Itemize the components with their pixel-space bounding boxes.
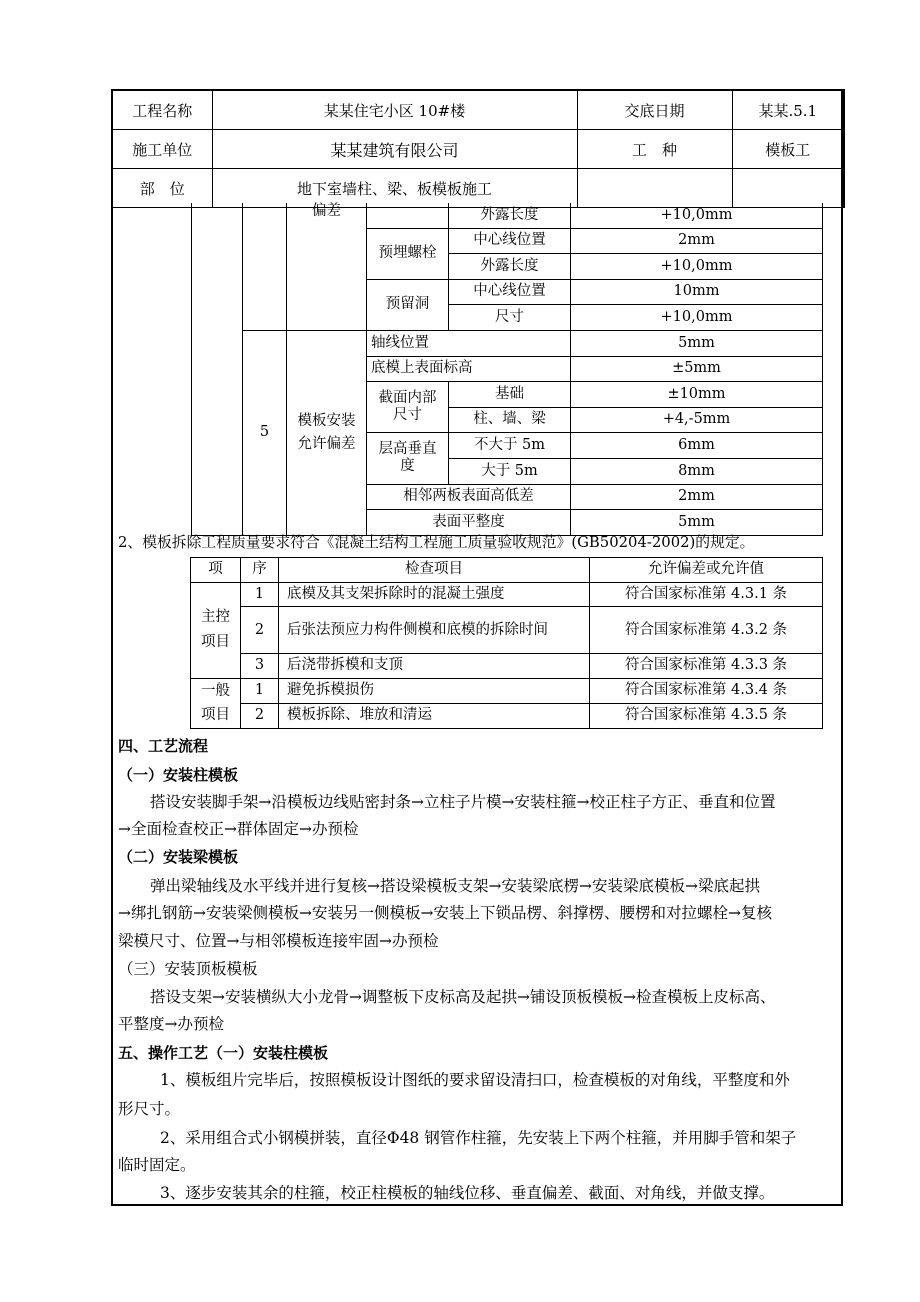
- empty-cell: [367, 203, 449, 228]
- tolerance-value: 10mm: [571, 279, 823, 305]
- table-row: [191, 607, 823, 654]
- foundation-label: 基础: [449, 382, 571, 408]
- trade-label: 工 种: [577, 130, 732, 169]
- empty-cell: [243, 203, 287, 330]
- p3-line1: 3、逐步安装其余的柱箍，校正柱模板的轴线位移、垂直偏差、截面、对角线，并做支撑。: [160, 1184, 775, 1202]
- col-header: 项: [191, 558, 241, 583]
- le5-label: 不大于 5m: [449, 433, 571, 459]
- col-header: 允许偏差或允许值: [590, 558, 823, 583]
- table-row: [191, 703, 823, 728]
- p2-line1: 2、采用组合式小钢模拼装，直径Φ48 钢管作柱箍，先安装上下两个柱箍，并用脚手管和架子: [160, 1129, 797, 1147]
- header-row: [112, 90, 844, 130]
- sub2-line2: →绑扎钢筋→安装梁侧模板→安装另一侧模板→安装上下锁品楞、斜撑楞、腰楞和对拉螺栓→复核: [118, 904, 772, 922]
- check-value: 符合国家标准第 4.3.2 条: [590, 607, 823, 654]
- check-value: 符合国家标准第 4.3.5 条: [590, 703, 823, 728]
- tolerance-value: ±5mm: [571, 356, 823, 382]
- check-header-row: [191, 558, 823, 583]
- tolerance-value: 2mm: [571, 484, 823, 510]
- check-item: 后浇带拆模和支顶: [279, 654, 590, 679]
- check-value: 符合国家标准第 4.3.3 条: [590, 654, 823, 679]
- exposed-length: 外露长度: [449, 254, 571, 280]
- deviation-label: 偏差: [312, 203, 341, 219]
- sub2-line3: 梁模尺寸、位置→与相邻模板连接牢固→办预检: [118, 932, 439, 950]
- project-label: 工程名称: [112, 90, 212, 130]
- tolerance-value: 6mm: [571, 433, 823, 459]
- tolerance-value: 5mm: [571, 510, 823, 536]
- tolerance-value: +10,0mm: [571, 305, 823, 331]
- check-item: 避免拆模损伤: [279, 678, 590, 703]
- size-label: 尺寸: [449, 305, 571, 331]
- sub2-line1: 弹出梁轴线及水平线并进行复核→搭设梁模板支架→安装梁底楞→安装梁底模板→梁底起拱: [150, 877, 760, 895]
- item-number: 5: [243, 330, 287, 535]
- check-item: 后张法预应力构件侧模和底模的拆除时间: [279, 607, 590, 654]
- center-line: 中心线位置: [449, 279, 571, 305]
- axis-label: 轴线位置: [367, 330, 571, 356]
- p1-line1: 1、模板组片完毕后，按照模板设计图纸的要求留设清扫口，检查模板的对角线，平整度和外: [160, 1071, 790, 1089]
- tolerance-value: ±10mm: [571, 382, 823, 408]
- center-line: 中心线位置: [449, 228, 571, 254]
- group-label: 模板安装允许偏差: [287, 330, 367, 535]
- check-item: 底模及其支架拆除时的混凝土强度: [279, 582, 590, 607]
- check-value: 符合国家标准第 4.3.1 条: [590, 582, 823, 607]
- section4-sub2: （二）安装梁模板: [118, 848, 239, 866]
- sub1-line1: 搭设安装脚手架→沿模板边线贴密封条→立柱子片模→安装柱箍→校正柱子方正、垂直和位置: [150, 793, 776, 811]
- col-header: 序: [241, 558, 279, 583]
- bottom-elev-label: 底模上表面标高: [367, 356, 571, 382]
- removal-note: 2、模板拆除工程质量要求符合《混凝土结构工程施工质量验收规范》(GB50204-2002)的规定。: [118, 534, 755, 551]
- empty-cell: [577, 169, 732, 208]
- row-no: 2: [241, 607, 279, 654]
- deviation-cell: [287, 203, 367, 330]
- header-table: [111, 89, 845, 208]
- section5-title: 五、操作工艺（一）安装柱模板: [118, 1044, 329, 1062]
- company-value: 某某建筑有限公司: [212, 130, 577, 169]
- header-row: [112, 169, 844, 208]
- table-row: [192, 203, 823, 228]
- adjacent-label: 相邻两板表面高低差: [367, 484, 571, 510]
- p1-line2: 形尺寸。: [118, 1100, 181, 1118]
- section4-sub3: （三）安装顶板模板: [118, 960, 258, 978]
- part-label: 部 位: [112, 169, 212, 208]
- tolerance-value: 5mm: [571, 330, 823, 356]
- tolerance-table: [191, 203, 823, 536]
- table-row: [191, 678, 823, 703]
- empty-cell: [732, 169, 844, 208]
- row-no: 1: [241, 582, 279, 607]
- section-label: 截面内部尺寸: [367, 382, 449, 433]
- check-item: 模板拆除、堆放和清运: [279, 703, 590, 728]
- table-row: [191, 582, 823, 607]
- tolerance-value: 8mm: [571, 458, 823, 484]
- table-row: [192, 330, 823, 356]
- tolerance-value: +10,0mm: [571, 203, 823, 228]
- date-label: 交底日期: [577, 90, 732, 130]
- section4-sub1: （一）安装柱模板: [118, 766, 239, 784]
- exposed-length: 外露长度: [449, 203, 571, 228]
- part-value: 地下室墙柱、梁、板模板施工: [212, 169, 577, 208]
- sub3-line2: 平整度→办预检: [118, 1015, 224, 1033]
- company-label: 施工单位: [112, 130, 212, 169]
- empty-cell: [192, 203, 243, 535]
- bolts-label: 预埋螺栓: [367, 228, 449, 279]
- p2-line2: 临时固定。: [118, 1156, 196, 1174]
- date-value: 某某.5.1: [732, 90, 844, 130]
- section4-title: 四、工艺流程: [118, 737, 209, 755]
- sub1-line2: →全面检查校正→群体固定→办预检: [118, 820, 359, 838]
- table-row: [191, 654, 823, 679]
- flatness-label: 表面平整度: [367, 510, 571, 536]
- row-no: 3: [241, 654, 279, 679]
- main-label: 主控项目: [191, 582, 241, 678]
- check-value: 符合国家标准第 4.3.4 条: [590, 678, 823, 703]
- check-table: [190, 557, 823, 729]
- row-no: 2: [241, 703, 279, 728]
- cwb-label: 柱、墙、梁: [449, 407, 571, 433]
- trade-value: 模板工: [732, 130, 844, 169]
- gt5-label: 大于 5m: [449, 458, 571, 484]
- sub3-line1: 搭设支架→安装横纵大小龙骨→调整板下皮标高及起拱→铺设顶板模板→检查模板上皮标高、: [150, 988, 776, 1006]
- tolerance-value: 2mm: [571, 228, 823, 254]
- header-row: [112, 130, 844, 169]
- tolerance-value: +4,-5mm: [571, 407, 823, 433]
- general-label: 一般项目: [191, 678, 241, 728]
- hole-label: 预留洞: [367, 279, 449, 330]
- tolerance-value: +10,0mm: [571, 254, 823, 280]
- row-no: 1: [241, 678, 279, 703]
- vertical-label: 层高垂直度: [367, 433, 449, 484]
- col-header: 检查项目: [279, 558, 590, 583]
- project-value: 某某住宅小区 10#楼: [212, 90, 577, 130]
